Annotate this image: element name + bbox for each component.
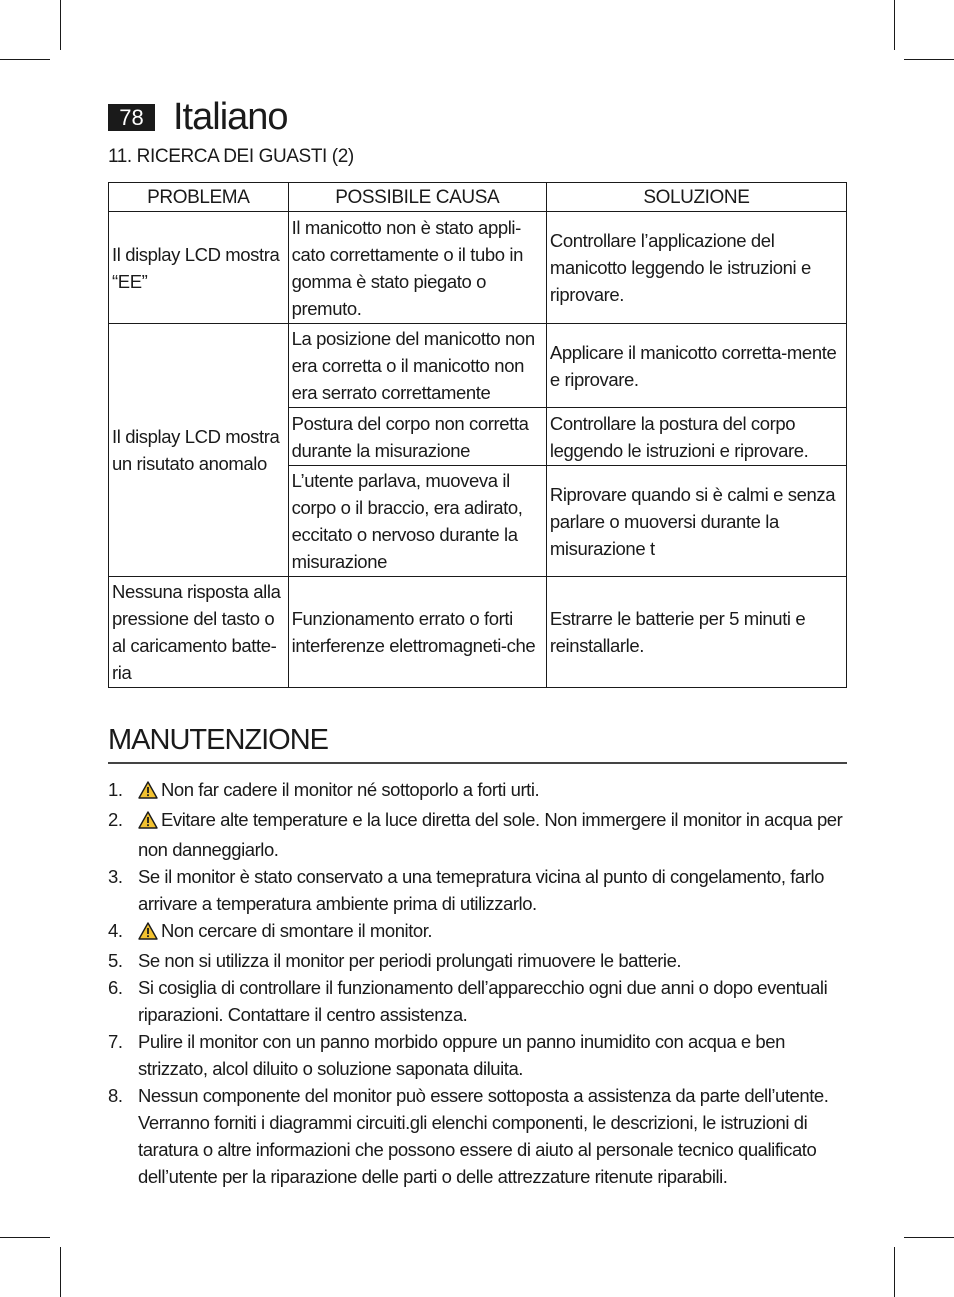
header-solution: SOLUZIONE	[546, 183, 846, 212]
item-number: 8.	[108, 1085, 123, 1106]
title-divider	[108, 762, 847, 764]
cause-cell: L’utente parlava, muoveva il corpo o il braccio, era adirato, eccitato o nervoso durante la misurazione	[288, 466, 546, 577]
warning-triangle-icon	[138, 809, 158, 836]
crop-mark	[60, 1247, 61, 1297]
problem-cell: Il display LCD mostra un risutato anomalo	[109, 324, 289, 577]
page-number: 78	[108, 104, 155, 131]
item-number: 1.	[108, 779, 123, 800]
crop-mark	[904, 1237, 954, 1238]
table-row	[109, 212, 847, 324]
item-text: Si cosiglia di controllare il funzionamento dell’apparecchio ogni due anni o dopo eventuali riparazioni. Contattare il centro assistenza.	[138, 977, 828, 1025]
item-number: 5.	[108, 950, 123, 971]
list-item	[108, 974, 848, 1028]
crop-mark	[0, 1237, 50, 1238]
solution-cell: Controllare l’applicazione del manicotto leggendo le istruzioni e riprovare.	[546, 212, 846, 324]
item-text: Se il monitor è stato conservato a una temepratura vicina al punto di congelamento, farlo arrivare a temperatura ambiente prima di utilizzarlo.	[138, 866, 824, 914]
list-item	[108, 1028, 848, 1082]
list-item	[108, 1082, 848, 1190]
solution-cell: Estrarre le batterie per 5 minuti e reinstallarle.	[546, 577, 846, 688]
language-title: Italiano	[173, 96, 288, 138]
item-text: Non far cadere il monitor né sottoporlo a forti urti.	[161, 779, 540, 800]
table-header-row	[109, 183, 847, 212]
list-item	[108, 917, 848, 947]
solution-cell: Riprovare quando si è calmi e senza parlare o muoversi durante la misurazione t	[546, 466, 846, 577]
item-number: 3.	[108, 866, 123, 887]
solution-cell: Controllare la postura del corpo leggendo le istruzioni e riprovare.	[546, 408, 846, 466]
cause-cell: Funzionamento errato o forti interferenze elettromagneti-che	[288, 577, 546, 688]
item-text: Se non si utilizza il monitor per periodi prolungati rimuovere le batterie.	[138, 950, 682, 971]
item-text: Pulire il monitor con un panno morbido oppure un panno inumidito con acqua e ben strizzato, alcol diluito o soluzione saponata diluita.	[138, 1031, 785, 1079]
crop-mark	[894, 0, 895, 50]
problem-cell: Il display LCD mostra “EE”	[109, 212, 289, 324]
warning-triangle-icon	[138, 779, 158, 806]
list-item	[108, 776, 848, 806]
problem-cell: Nessuna risposta alla pressione del tasto o al caricamento batte-ria	[109, 577, 289, 688]
solution-cell: Applicare il manicotto corretta-mente e riprovare.	[546, 324, 846, 408]
table-row	[109, 324, 847, 408]
list-item	[108, 947, 848, 974]
header-cause: POSSIBILE CAUSA	[288, 183, 546, 212]
item-text: Non cercare di smontare il monitor.	[161, 920, 433, 941]
item-number: 7.	[108, 1031, 123, 1052]
item-number: 4.	[108, 920, 123, 941]
item-number: 2.	[108, 809, 123, 830]
header-problem: PROBLEMA	[109, 183, 289, 212]
list-item	[108, 806, 848, 863]
list-item	[108, 863, 848, 917]
crop-mark	[60, 0, 61, 50]
crop-mark	[0, 59, 50, 60]
item-text: Nessun componente del monitor può essere sottoposta a assistenza da parte dell’utente. Verranno forniti i diagrammi circuiti.gli elenchi componenti, le descrizioni, le istruzioni di taratura o altre informazioni che possono essere di aiuto al personale tecnico qualificato dell’utente per la riparazione delle parti o delle attrezzature ritenute riparabili.	[138, 1085, 829, 1187]
table-row	[109, 577, 847, 688]
cause-cell: Postura del corpo non corretta durante la misurazione	[288, 408, 546, 466]
item-text: Evitare alte temperature e la luce diretta del sole. Non immergere il monitor in acqua per non danneggiarlo.	[138, 809, 843, 860]
troubleshooting-table	[108, 182, 847, 688]
warning-triangle-icon	[138, 920, 158, 947]
section-subtitle: 11. RICERCA DEI GUASTI (2)	[108, 146, 354, 167]
maintenance-title: MANUTENZIONE	[108, 724, 328, 756]
maintenance-list	[108, 776, 848, 1190]
crop-mark	[894, 1247, 895, 1297]
cause-cell: Il manicotto non è stato appli-cato correttamente o il tubo in gomma è stato piegato o premuto.	[288, 212, 546, 324]
crop-mark	[904, 59, 954, 60]
item-number: 6.	[108, 977, 123, 998]
cause-cell: La posizione del manicotto non era corretta o il manicotto non era serrato correttamente	[288, 324, 546, 408]
